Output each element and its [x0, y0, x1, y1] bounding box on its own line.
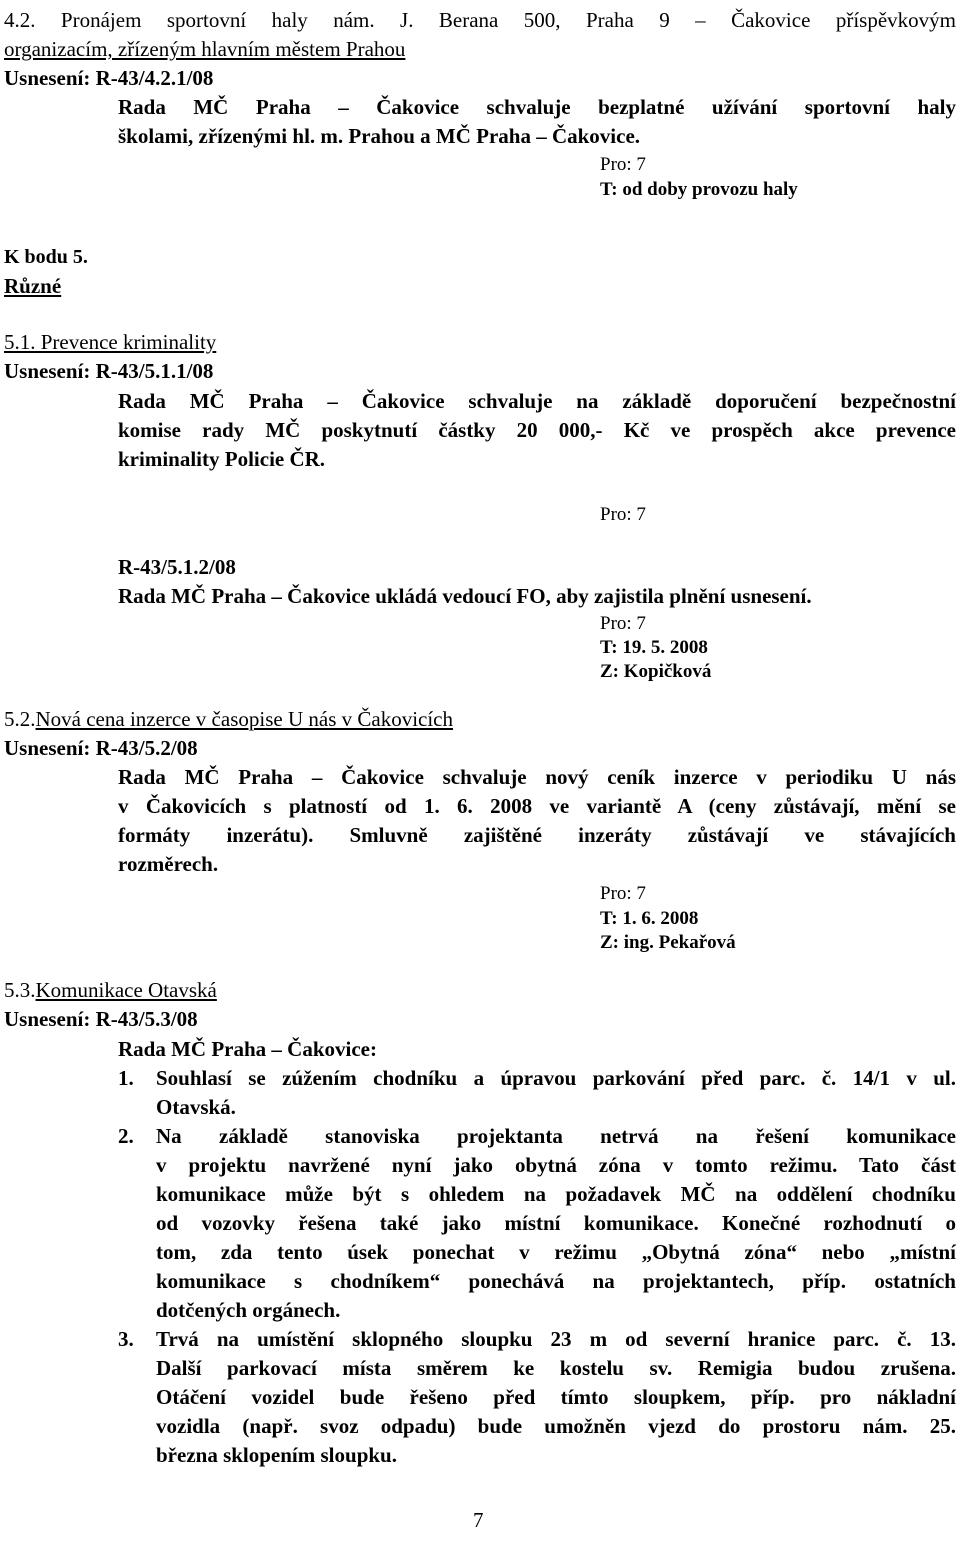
section-5-2-resolution: Usnesení: R-43/5.2/08 — [4, 736, 198, 760]
section-5-3-number: 5.3. — [4, 978, 36, 1002]
section-5-2-pro: Pro: 7 — [600, 883, 646, 904]
item-2-line2: v projektu navržené nyní jako obytná zóna v tomto režimu. Tato část — [156, 1153, 956, 1177]
item-2-line6: komunikace s chodníkem“ ponechává na projektantech, příp. ostatních — [156, 1269, 956, 1293]
item-2-line1: Na základě stanoviska projektanta netrvá na řešení komunikace — [156, 1124, 956, 1148]
agenda-point-label: K bodu 5. — [4, 246, 88, 268]
section-5-1-text-line3: kriminality Policie ČR. — [118, 447, 326, 471]
page-number: 7 — [473, 1508, 484, 1532]
section-5-3-heading — [4, 976, 217, 1005]
section-5-1-text-line2: komise rady MČ poskytnutí částky 20 000,- Kč ve prospěch akce prevence — [118, 418, 956, 442]
section-5-2-text-line4: rozměrech. — [118, 852, 219, 876]
section-5-1-text-2: Rada MČ Praha – Čakovice ukládá vedoucí FO, aby zajistila plnění usnesení. — [118, 584, 812, 608]
section-5-1-resolution-2: R-43/5.1.2/08 — [118, 555, 236, 579]
section-4-2-text-line2: školami, zřízenými hl. m. Prahou a MČ Praha – Čakovice. — [118, 124, 641, 148]
item-3-line2: Další parkovací místa směrem ke kostelu sv. Remigia budou zrušena. — [156, 1356, 956, 1380]
section-4-2-pro: Pro: 7 — [600, 154, 646, 175]
section-5-2-title: Nová cena inzerce v časopise U nás v Čakovicích — [35, 707, 453, 731]
item-1-line1: Souhlasí se zúžením chodníku a úpravou parkování před parc. č. 14/1 v ul. — [156, 1066, 956, 1090]
section-5-2-text-line1: Rada MČ Praha – Čakovice schvaluje nový ceník inzerce v periodiku U nás — [118, 765, 956, 789]
section-5-1-term: T: 19. 5. 2008 — [600, 637, 708, 658]
section-5-1-pro-1: Pro: 7 — [600, 504, 646, 525]
section-5-2-responsible: Z: ing. Pekařová — [600, 932, 736, 953]
section-5-2-term: T: 1. 6. 2008 — [600, 908, 699, 929]
section-4-2-text-line1: Rada MČ Praha – Čakovice schvaluje bezplatné užívání sportovní haly — [118, 95, 956, 119]
section-5-3-resolution: Usnesení: R-43/5.3/08 — [4, 1007, 198, 1031]
section-5-1-text-line1: Rada MČ Praha – Čakovice schvaluje na základě doporučení bezpečnostní — [118, 389, 956, 413]
section-5-3-intro: Rada MČ Praha – Čakovice: — [118, 1037, 377, 1061]
item-3-line1: Trvá na umístění sklopného sloupku 23 m od severní hranice parc. č. 13. — [156, 1327, 956, 1351]
item-3-line4: vozidla (např. svoz odpadu) bude umožněn vjezd do prostoru nám. 25. — [156, 1414, 956, 1438]
section-4-2-resolution: Usnesení: R-43/4.2.1/08 — [4, 66, 214, 90]
item-1-line2: Otavská. — [156, 1095, 236, 1119]
section-5-1-responsible: Z: Kopičková — [600, 661, 712, 682]
section-5-2-text-line3: formáty inzerátu). Smluvně zajištěné inzeráty zůstávají ve stávajících — [118, 823, 956, 847]
item-3-line3: Otáčení vozidel bude řešeno před tímto sloupkem, příp. pro nákladní — [156, 1385, 956, 1409]
item-2-line3: komunikace může být s ohledem na požadavek MČ na oddělení chodníku — [156, 1182, 956, 1206]
section-5-1-resolution: Usnesení: R-43/5.1.1/08 — [4, 359, 214, 383]
item-2-line7: dotčených orgánech. — [156, 1298, 341, 1322]
item-3-number: 3. — [118, 1327, 134, 1351]
section-5-2-text-line2: v Čakovicích s platností od 1. 6. 2008 ve variantě A (ceny zůstávají, mění se — [118, 794, 956, 818]
section-4-2-heading-line1: 4.2. Pronájem sportovní haly nám. J. Berana 500, Praha 9 – Čakovice příspěvkovým — [4, 8, 956, 32]
section-5-2-heading — [4, 705, 453, 734]
section-5-1-pro-2: Pro: 7 — [600, 613, 646, 634]
section-4-2-term: T: od doby provozu haly — [600, 179, 798, 200]
section-5-2-number: 5.2. — [4, 707, 36, 731]
section-5-3-title: Komunikace Otavská — [35, 978, 217, 1002]
agenda-point-title: Různé — [4, 274, 62, 298]
item-2-line5: tom, zda tento úsek ponechat v režimu „Obytná zóna“ nebo „místní — [156, 1240, 956, 1264]
item-2-number: 2. — [118, 1124, 134, 1148]
item-3-line5: března sklopením sloupku. — [156, 1443, 397, 1467]
section-4-2-heading-line2: organizacím, zřízeným hlavním městem Prahou — [4, 37, 406, 61]
item-2-line4: od vozovky řešena také jako místní komunikace. Konečné rozhodnutí o — [156, 1211, 956, 1235]
item-1-number: 1. — [118, 1066, 134, 1090]
section-5-1-heading: 5.1. Prevence kriminality — [4, 330, 217, 354]
